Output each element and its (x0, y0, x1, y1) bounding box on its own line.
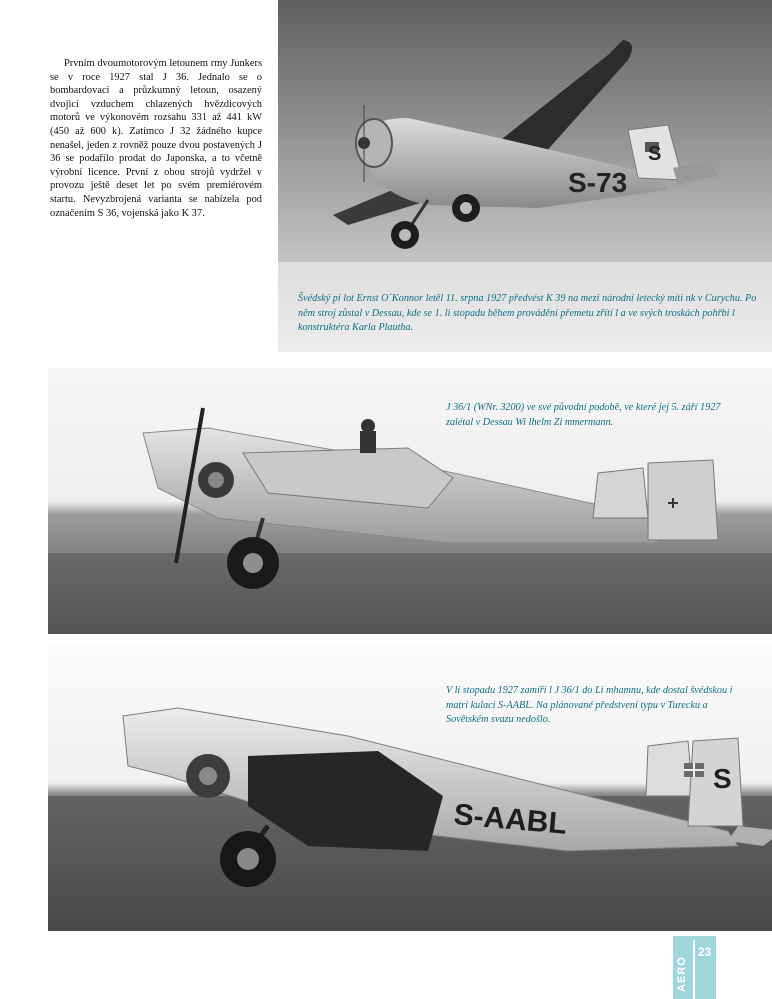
magazine-logo: AERO (676, 956, 688, 992)
photo-caption-3: V li stopadu 1927 zamíři l J 36/1 do Li mhamnu, kde dostal švédskou i matri kulaci S-AABL. Na plánované předstvení typu v Turecku a Sovětském svazu nedošlo. (446, 685, 733, 725)
photo-caption-1: Švédský pi lot Ernst O´Konnor letěl 11. srpna 1927 předvést K 39 na mezi národní letecký míti nk v Curychu. Po něm stroj zůstal v Dessau, kde se 1. li stopadu během provádění přemetu zřítí l a ve svých troskách pohřbi l konstruktéra Karla Plautha. (298, 293, 757, 333)
photo-caption-2: J 36/1 (WNr. 3200) ve své původní podobě, ve které jej 5. září 1927 zalétal v Dessau Wi lhelm Zi mmermann. (446, 402, 721, 428)
tab-divider (693, 940, 695, 999)
page-number: 23 (698, 945, 712, 959)
registration-marking: S-73 (568, 167, 628, 198)
registration-marking: S-AABL (452, 798, 569, 841)
tail-letter: S (648, 143, 662, 165)
intro-paragraph: Prvním dvoumotorovým letounem rmy Junkers se v roce 1927 stal J 36. Jednalo se o bombardovací a průzkumný letoun, osazený dvojicí vzduchem chlazených hvězdicových motorů ve výkonovém rozsahu 331 až 441 kW (450 až 600 k). Zatímco J 32 žádného kupce nenašel, jeden z rovněž pouze dvou postavených J 36 se podařilo prodat do Japonska, a to včetně výrobní licence. První z obou strojů vydržel v provozu ještě deset let po svém premiérovém startu. Nevyzbrojená varianta se nabízela pod označením S 36, vojenská jako K 37. (50, 58, 262, 219)
tail-letter: S (713, 763, 732, 794)
page-number-tab (673, 936, 716, 999)
